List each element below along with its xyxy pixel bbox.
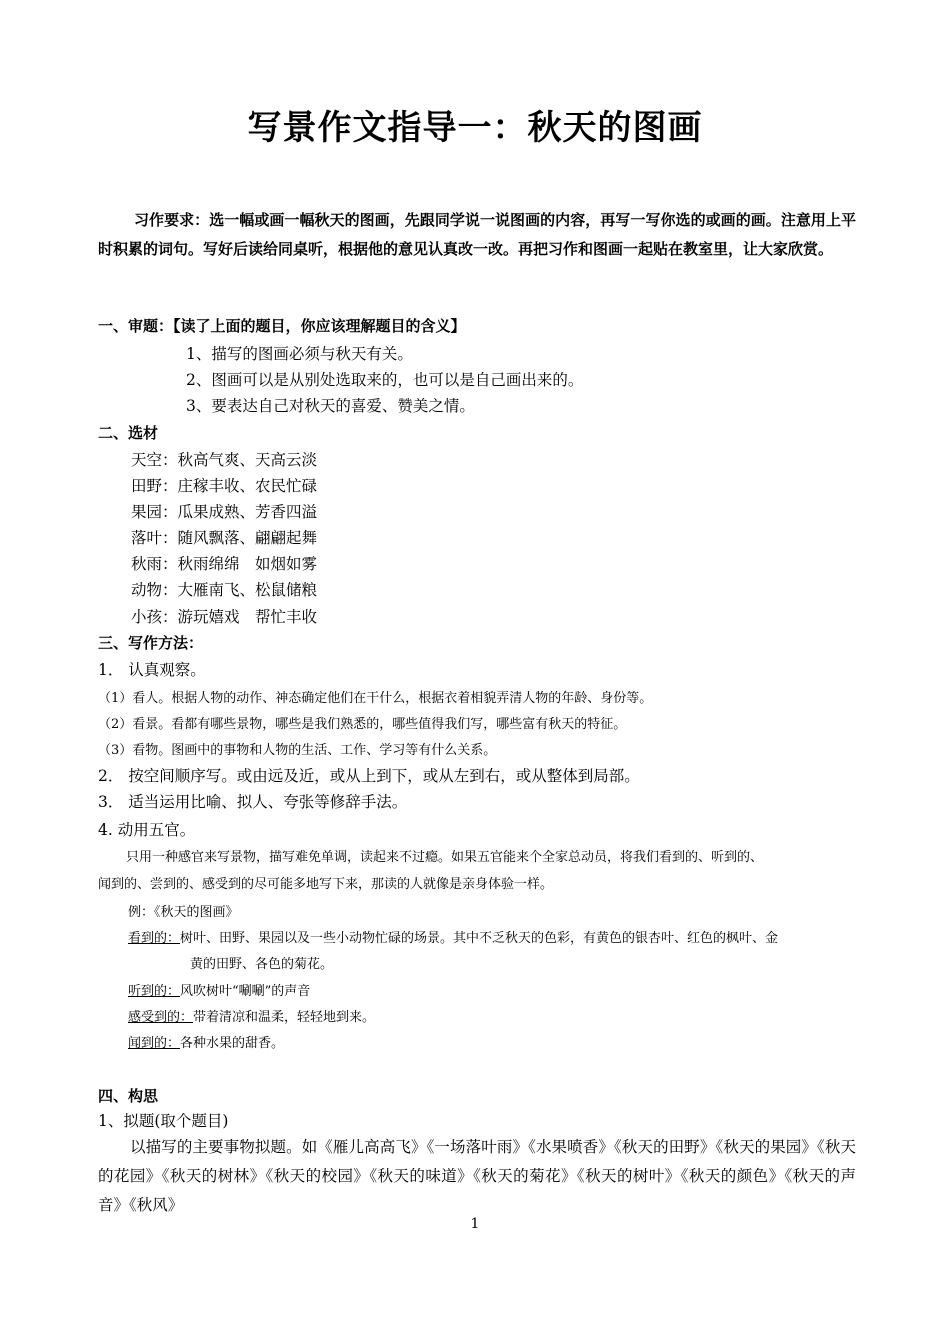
page-title: 写景作文指导一：秋天的图画 (247, 108, 703, 148)
seen-line (128, 927, 778, 946)
method-1: 1． 认真观察。 (98, 661, 206, 679)
sec1-item: 3、要表达自己对秋天的喜爱、赞美之情。 (186, 397, 475, 415)
material-item: 动物：大雁南飞、松鼠储粮 (131, 581, 318, 599)
method-3: 3． 适当运用比喻、拟人、夸张等修辞手法。 (98, 793, 408, 811)
method-4-paragraph: 只用一种感官来写景物，描写难免单调，读起来不过瘾。如果五官能来个全家总动员，将我们看到的、听到的、 (126, 850, 764, 865)
section-4-heading: 四、构思 (98, 1087, 159, 1105)
smelled-text: 各种水果的甜香。 (180, 1036, 285, 1051)
heard-label: 听到的： (128, 984, 181, 999)
material-item: 果园：瓜果成熟、芳香四溢 (131, 503, 318, 521)
method-1-sub: （2）看景。看都有哪些景物，哪些是我们熟悉的，哪些值得我们写，哪些富有秋天的特征。 (98, 717, 627, 732)
seen-text: 树叶、田野、果园以及一些小动物忙碌的场景。其中不乏秋天的色彩，有黄色的银杏叶、红色的枫叶、金 (180, 931, 779, 946)
method-4: 4. 动用五官。 (98, 821, 196, 839)
felt-line (128, 1006, 375, 1025)
sec4-sub1: 1、拟题(取个题目) (98, 1112, 229, 1130)
sec1-item: 2、图画可以是从别处选取来的，也可以是自己画出来的。 (186, 371, 584, 389)
writing-requirement: 习作要求：选一幅或画一幅秋天的图画，先跟同学说一说图画的内容，再写一写你选的或画的画。注意用上平时积累的词句。写好后读给同桌听，根据他的意见认真改一改。再把习作和图画一起贴在教室里，让大家欣赏。 (98, 211, 856, 258)
smelled-line (128, 1032, 284, 1051)
heard-text: 风吹树叶“唰唰”的声音 (180, 984, 311, 999)
section-3-heading: 三、写作方法： (98, 634, 204, 652)
felt-label: 感受到的： (128, 1010, 194, 1025)
material-item: 天空：秋高气爽、天高云淡 (131, 451, 318, 469)
section-2-heading: 二、选材 (98, 424, 159, 442)
method-1-sub: （3）看物。图画中的事物和人物的生活、工作、学习等有什么关系。 (98, 743, 497, 758)
example-label: 例：《秋天的图画》 (128, 905, 239, 920)
page-number: 1 (470, 1216, 480, 1232)
material-item: 落叶：随风飘落、翩翩起舞 (131, 529, 318, 547)
method-1-sub: （1）看人。根据人物的动作、神态确定他们在干什么，根据衣着相貌弄清人物的年龄、身份等。 (98, 691, 653, 706)
material-item: 小孩：游玩嬉戏 帮忙丰收 (131, 608, 318, 626)
title-examples-paragraph: 以描写的主要事物拟题。如《雁儿高高飞》《一场落叶雨》《水果喷香》《秋天的田野》《秋天的果园》《秋天的花园》《秋天的树林》《秋天的校园》《秋天的味道》《秋天的菊花》《秋天的树叶》《秋天的颜色》《秋天的声音》《秋风》 (98, 1138, 856, 1214)
seen-text-cont: 黄的田野、各色的菊花。 (190, 957, 334, 972)
method-4-paragraph: 闻到的、尝到的、感受到的尽可能多地写下来，那读的人就像是亲身体验一样。 (98, 877, 554, 892)
sec1-item: 1、描写的图画必须与秋天有关。 (186, 345, 413, 363)
material-item: 田野：庄稼丰收、农民忙碌 (131, 477, 318, 495)
material-item: 秋雨：秋雨绵绵 如烟如雾 (131, 555, 318, 573)
seen-label: 看到的： (128, 931, 181, 946)
smelled-label: 闻到的： (128, 1036, 181, 1051)
section-1-heading: 一、审题：【读了上面的题目，你应该理解题目的含义】 (98, 317, 466, 335)
heard-line (128, 980, 310, 999)
felt-text: 带着清凉和温柔，轻轻地到来。 (193, 1010, 376, 1025)
method-2: 2． 按空间顺序写。或由远及近，或从上到下，或从左到右，或从整体到局部。 (98, 767, 640, 785)
